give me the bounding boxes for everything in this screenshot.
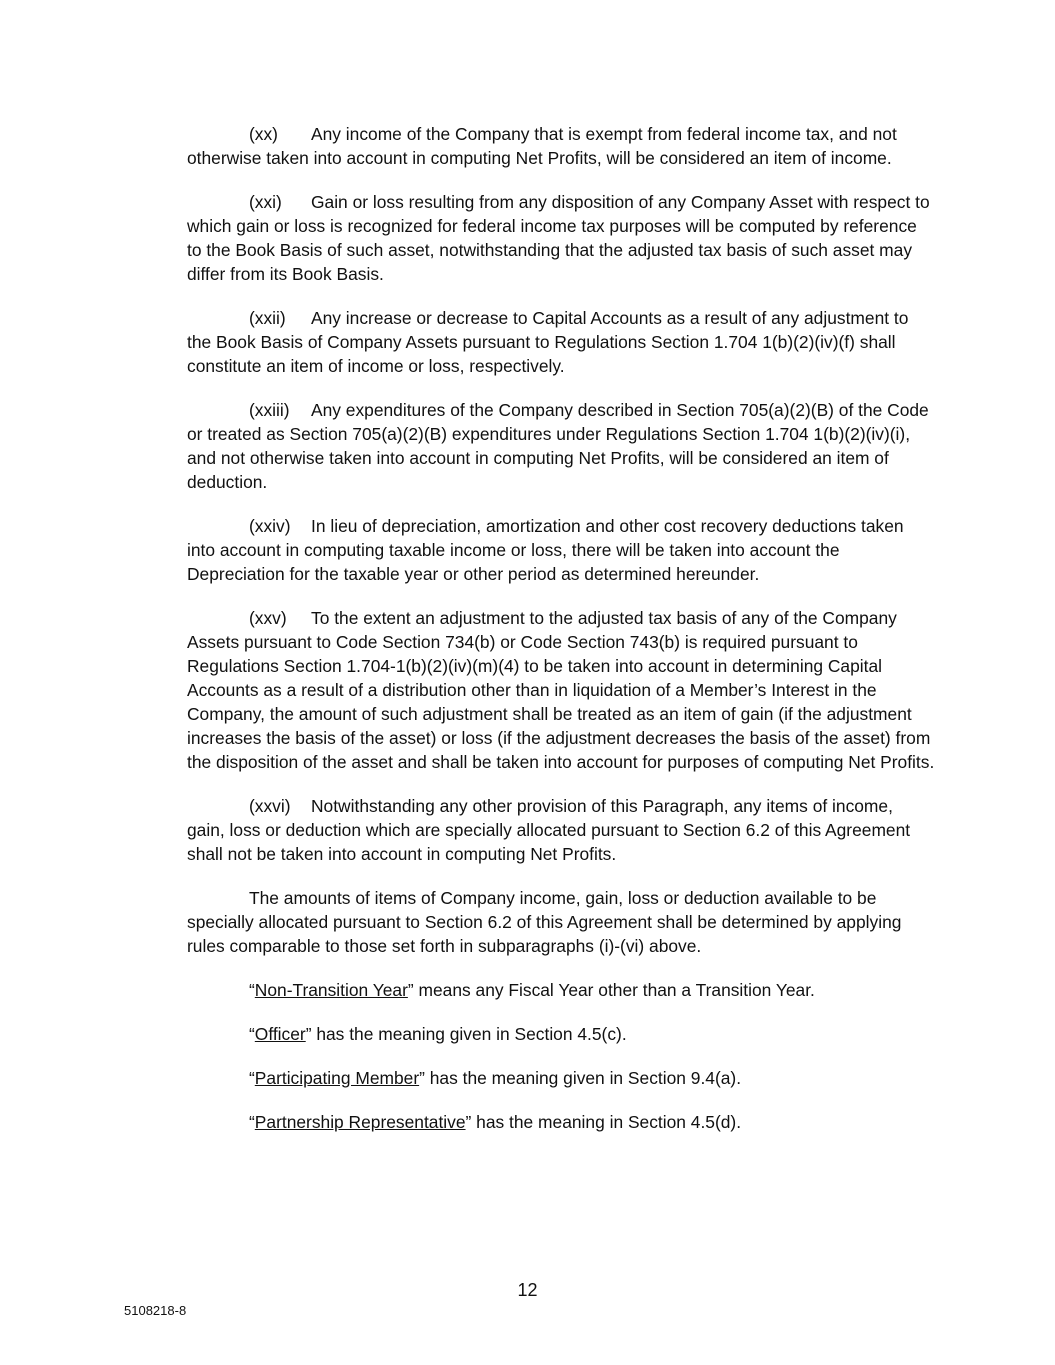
- paragraph-text: Any income of the Company that is exempt from federal income tax, and not otherwise taken into account in computing Net Profits, will be considered an item of income.: [187, 124, 897, 168]
- close-quote: ”: [419, 1068, 425, 1088]
- open-quote: “: [249, 1024, 255, 1044]
- open-quote: “: [249, 1112, 255, 1132]
- paragraph-text: Gain or loss resulting from any disposition of any Company Asset with respect to which gain or loss is recognized for federal income tax purposes will be computed by reference to the Book Basis of such asset, notwithstanding that the adjusted tax basis of such asset may differ from its Book Basis.: [187, 192, 930, 284]
- paragraph-number: (xxvi): [249, 796, 291, 816]
- definition-text: has the meaning given in Section 9.4(a).: [424, 1068, 742, 1088]
- paragraph-xx: [187, 122, 935, 170]
- open-quote: “: [249, 1068, 255, 1088]
- definition-text: has the meaning given in Section 4.5(c).: [311, 1024, 627, 1044]
- paragraph-text: Any expenditures of the Company described in Section 705(a)(2)(B) of the Code or treated as Section 705(a)(2)(B) expenditures under Regulations Section 1.704 1(b)(2)(iv)(i), and not otherwise taken into account in computing Net Profits, will be considered an item of deduction.: [187, 400, 929, 492]
- paragraph-text: Notwithstanding any other provision of this Paragraph, any items of income, gain, loss or deduction which are specially allocated pursuant to Section 6.2 of this Agreement shall not be taken into account in computing Net Profits.: [187, 796, 911, 864]
- document-body: [187, 122, 935, 1154]
- definition-officer: [187, 1022, 935, 1046]
- paragraph-xxii: [187, 306, 935, 378]
- paragraph-xxvi: [187, 794, 935, 866]
- close-quote: ”: [407, 980, 414, 1000]
- close-quote: ”: [465, 1112, 472, 1132]
- paragraph-number: (xx): [249, 124, 278, 144]
- page-number: 12: [517, 1280, 538, 1300]
- definition-non-transition-year: [187, 978, 935, 1002]
- paragraph-number: (xxv): [249, 608, 287, 628]
- defined-term: Partnership Representative: [254, 1112, 466, 1132]
- definition-partnership-representative: [187, 1110, 935, 1134]
- close-quote: ”: [305, 1024, 312, 1044]
- defined-term: Participating Member: [254, 1068, 420, 1088]
- paragraph-number: (xxiii): [249, 400, 290, 420]
- paragraph-text: In lieu of depreciation, amortization and other cost recovery deductions taken into account in computing taxable income or loss, there will be taken into account the Depreciation for the taxable year or other period as determined hereunder.: [187, 516, 904, 584]
- paragraph-number: (xxii): [249, 308, 286, 328]
- paragraph-text: To the extent an adjustment to the adjusted tax basis of any of the Company Assets pursuant to Code Section 734(b) or Code Section 743(b) is required pursuant to Regulations Section 1.704-1(b)(2)(iv)(m)(4) to be taken into account in determining Capital Accounts as a result of a distribution other than in liquidation of a Member’s Interest in the Company, the amount of such adjustment shall be treated as an item of gain (if the adjustment increases the basis of the asset) or loss (if the adjustment decreases the basis of the asset) from the disposition of the asset and shall be taken into account for purposes of computing Net Profits.: [187, 608, 935, 772]
- paragraph-text: Any increase or decrease to Capital Accounts as a result of any adjustment to the Book Basis of Company Assets pursuant to Regulations Section 1.704 1(b)(2)(iv)(f) shall constitute an item of income or loss, respectively.: [187, 308, 909, 376]
- paragraph-xxiii: [187, 398, 935, 494]
- paragraph-xxv: [187, 606, 935, 774]
- paragraph-number: (xxiv): [249, 516, 291, 536]
- paragraph-xxiv: [187, 514, 935, 586]
- definition-participating-member: [187, 1066, 935, 1090]
- paragraph-xxi: [187, 190, 935, 286]
- paragraph-number: (xxi): [249, 192, 282, 212]
- open-quote: “: [249, 980, 255, 1000]
- document-id: 5108218-8: [124, 1303, 187, 1318]
- definition-text: means any Fiscal Year other than a Transition Year.: [413, 980, 815, 1000]
- defined-term: Officer: [254, 1024, 306, 1044]
- definition-text: has the meaning in Section 4.5(d).: [471, 1112, 742, 1132]
- defined-term: Non-Transition Year: [254, 980, 408, 1000]
- closing-paragraph: The amounts of items of Company income, gain, loss or deduction available to be specially allocated pursuant to Section 6.2 of this Agreement shall be determined by applying rules comparable to those set forth in subparagraphs (i)-(vi) above.: [187, 888, 902, 956]
